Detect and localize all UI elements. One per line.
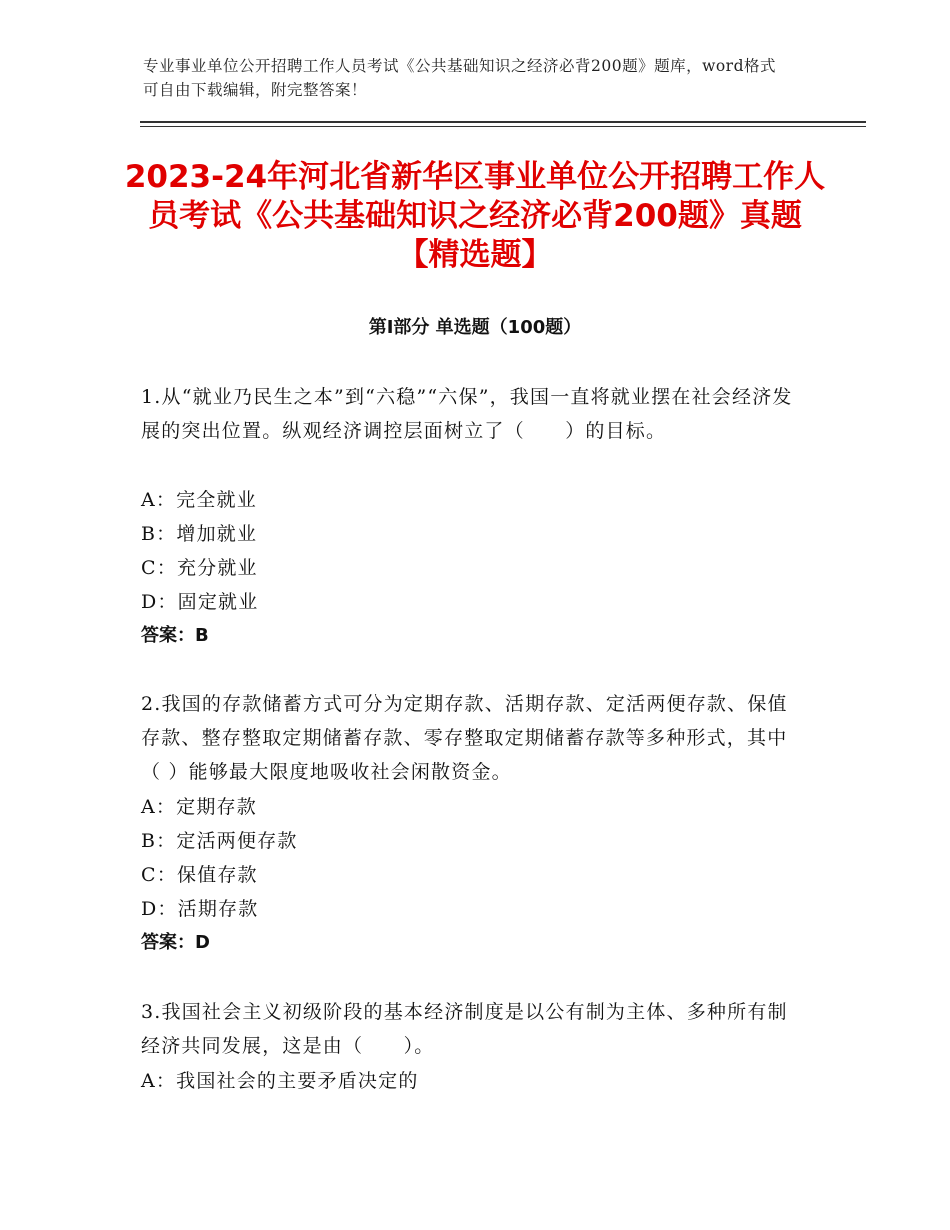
question-1-option-d: D：固定就业 xyxy=(141,591,259,613)
question-2-option-a: A：定期存款 xyxy=(141,796,257,818)
header-divider-thick xyxy=(140,121,866,123)
question-3-text: 3.我国社会主义初级阶段的基本经济制度是以公有制为主体、多种所有制经济共同发展，这是由（ ）。 xyxy=(141,1001,788,1057)
question-3-option-a: A：我国社会的主要矛盾决定的 xyxy=(141,1070,419,1092)
question-1-option-b: B：增加就业 xyxy=(141,523,258,545)
document-title: 2023-24年河北省新华区事业单位公开招聘工作人员考试《公共基础知识之经济必背200题》真题【精选题】 xyxy=(124,159,826,273)
question-2-option-b: B：定活两便存款 xyxy=(141,830,298,852)
question-1-option-a: A：完全就业 xyxy=(141,489,257,511)
question-1-option-c: C：充分就业 xyxy=(141,557,258,579)
section-heading: 第I部分 单选题（100题） xyxy=(368,317,582,338)
question-1-text: 1.从“就业乃民生之本”到“六稳”“六保”，我国一直将就业摆在社会经济发展的突出位置。纵观经济调控层面树立了（ ）的目标。 xyxy=(141,386,793,442)
question-2-option-d: D：活期存款 xyxy=(141,898,259,920)
question-2-text: 2.我国的存款储蓄方式可分为定期存款、活期存款、定活两便存款、保值存款、整存整取定期储蓄存款、零存整取定期储蓄存款等多种形式，其中（ ）能够最大限度地吸收社会闲散资金。 xyxy=(141,693,788,783)
header-divider-thin xyxy=(140,126,866,127)
header-note: 专业事业单位公开招聘工作人员考试《公共基础知识之经济必背200题》题库，word格式可自由下载编辑，附完整答案！ xyxy=(143,57,777,99)
question-2-option-c: C：保值存款 xyxy=(141,864,258,886)
question-2-answer: 答案：D xyxy=(141,932,210,953)
question-1-answer: 答案：B xyxy=(141,625,209,646)
